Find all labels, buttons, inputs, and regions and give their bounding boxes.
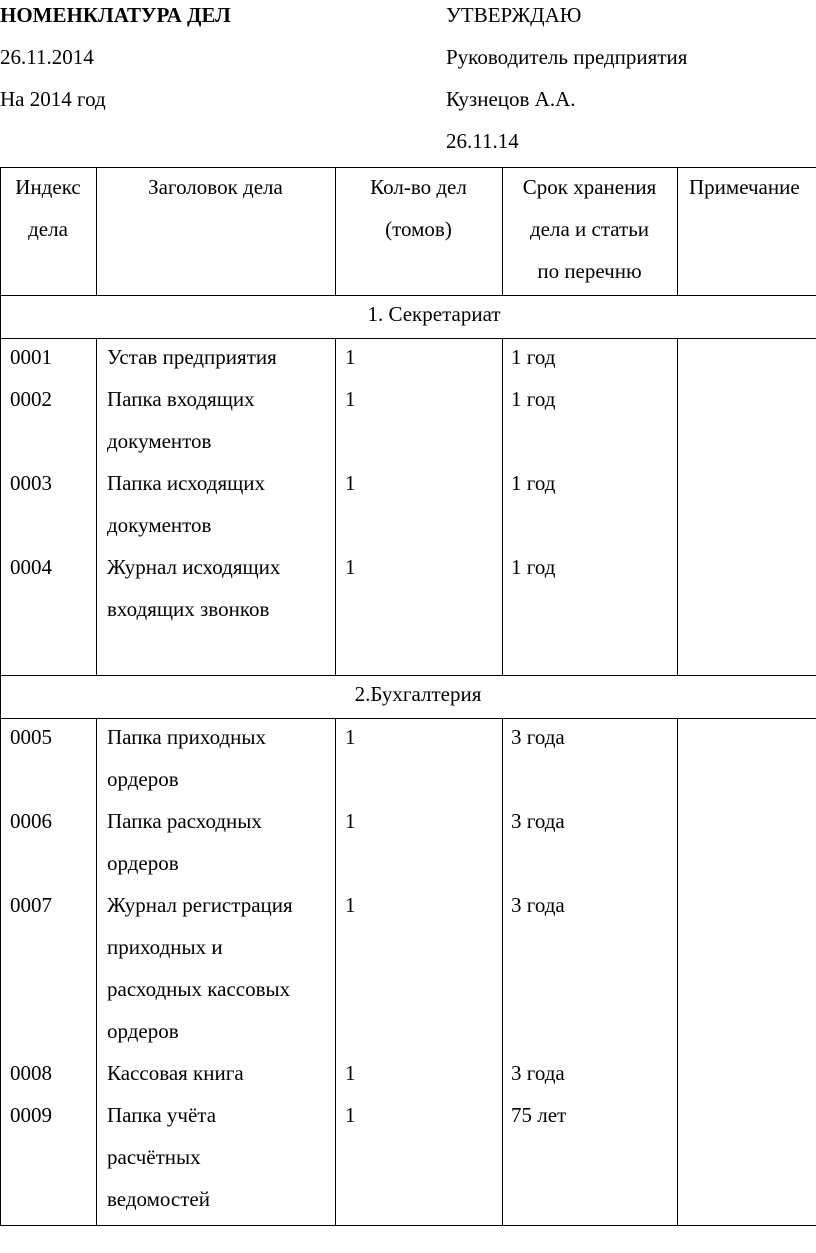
row-title: Журнал регистрация (107, 893, 293, 917)
row-index: 0005 (10, 725, 52, 749)
col-header-count-line2: (томов) (385, 217, 452, 241)
row-title-cont: расходных кассовых (107, 977, 291, 1001)
row-index: 0006 (10, 809, 52, 833)
col-header-index-line2: дела (28, 217, 68, 241)
table-bottom-border (0, 1225, 816, 1226)
col-header-note: Примечание (689, 175, 800, 199)
col-header-count-line1: Кол-во дел (370, 175, 467, 199)
approver-position: Руководитель предприятия (446, 45, 688, 69)
row-title: Папка входящих (107, 387, 255, 411)
col-header-term-line2: дела и статьи (529, 217, 650, 241)
row-index: 0004 (10, 555, 52, 579)
row-term: 75 лет (511, 1103, 567, 1127)
section2-top-border (0, 675, 816, 676)
row-term: 3 года (511, 725, 565, 749)
row-index: 0003 (10, 471, 52, 495)
section-title-accounting: 2.Бухгалтерия (354, 682, 482, 706)
row-count: 1 (345, 345, 356, 369)
section2-bottom-border (0, 718, 816, 719)
row-count: 1 (345, 809, 356, 833)
row-count: 1 (345, 555, 356, 579)
document-date: 26.11.2014 (0, 45, 94, 69)
approve-date: 26.11.14 (446, 129, 519, 153)
document-year: На 2014 год (0, 87, 106, 111)
row-count: 1 (345, 1061, 356, 1085)
col-divider (677, 718, 678, 1226)
row-title-cont: расчётных (107, 1145, 201, 1169)
row-count: 1 (345, 1103, 356, 1127)
row-index: 0009 (10, 1103, 52, 1127)
col-divider (502, 338, 503, 676)
row-title-cont: документов (107, 513, 212, 537)
col-divider (502, 718, 503, 1226)
col-divider (335, 338, 336, 676)
row-count: 1 (345, 387, 356, 411)
row-title: Папка учёта (107, 1103, 217, 1127)
row-count: 1 (345, 893, 356, 917)
row-term: 1 год (511, 387, 556, 411)
row-title: Папка расходных (107, 809, 262, 833)
row-term: 3 года (511, 893, 565, 917)
row-term: 1 год (511, 345, 556, 369)
row-count: 1 (345, 471, 356, 495)
row-count: 1 (345, 725, 356, 749)
col-divider (96, 338, 97, 676)
row-term: 3 года (511, 1061, 565, 1085)
col-header-term-line1: Срок хранения (522, 175, 657, 199)
row-index: 0002 (10, 387, 52, 411)
row-title: Папка приходных (107, 725, 267, 749)
col-divider (677, 167, 678, 296)
col-divider (335, 718, 336, 1226)
table-top-border (0, 167, 816, 168)
col-divider (677, 338, 678, 676)
col-divider (96, 718, 97, 1226)
row-title-cont: входящих звонков (107, 597, 270, 621)
row-title: Кассовая книга (107, 1061, 244, 1085)
row-title-cont: ордеров (107, 767, 179, 791)
row-term: 1 год (511, 555, 556, 579)
approve-label: УТВЕРЖДАЮ (446, 3, 582, 27)
col-header-title: Заголовок дела (148, 175, 283, 199)
col-header-index-line1: Индекс (15, 175, 81, 199)
col-header-term-line3: по перечню (537, 259, 642, 283)
row-title-cont: документов (107, 429, 212, 453)
row-index: 0007 (10, 893, 52, 917)
approver-name: Кузнецов А.А. (446, 87, 576, 111)
header-bottom-border (0, 295, 816, 296)
row-index: 0008 (10, 1061, 52, 1085)
row-title: Папка исходящих (107, 471, 266, 495)
row-title-cont: ордеров (107, 851, 179, 875)
row-title-cont: приходных и (107, 935, 223, 959)
section-title-secretariat: 1. Секретариат (367, 302, 501, 326)
row-title: Устав предприятия (107, 345, 277, 369)
row-title-cont: ведомостей (107, 1187, 210, 1211)
row-term: 1 год (511, 471, 556, 495)
document-title: НОМЕНКЛАТУРА ДЕЛ (0, 3, 231, 27)
row-title: Журнал исходящих (107, 555, 281, 579)
row-term: 3 года (511, 809, 565, 833)
nomenclature-table (0, 167, 816, 1226)
section1-bottom-border (0, 338, 816, 339)
row-index: 0001 (10, 345, 52, 369)
row-title-cont: ордеров (107, 1019, 179, 1043)
